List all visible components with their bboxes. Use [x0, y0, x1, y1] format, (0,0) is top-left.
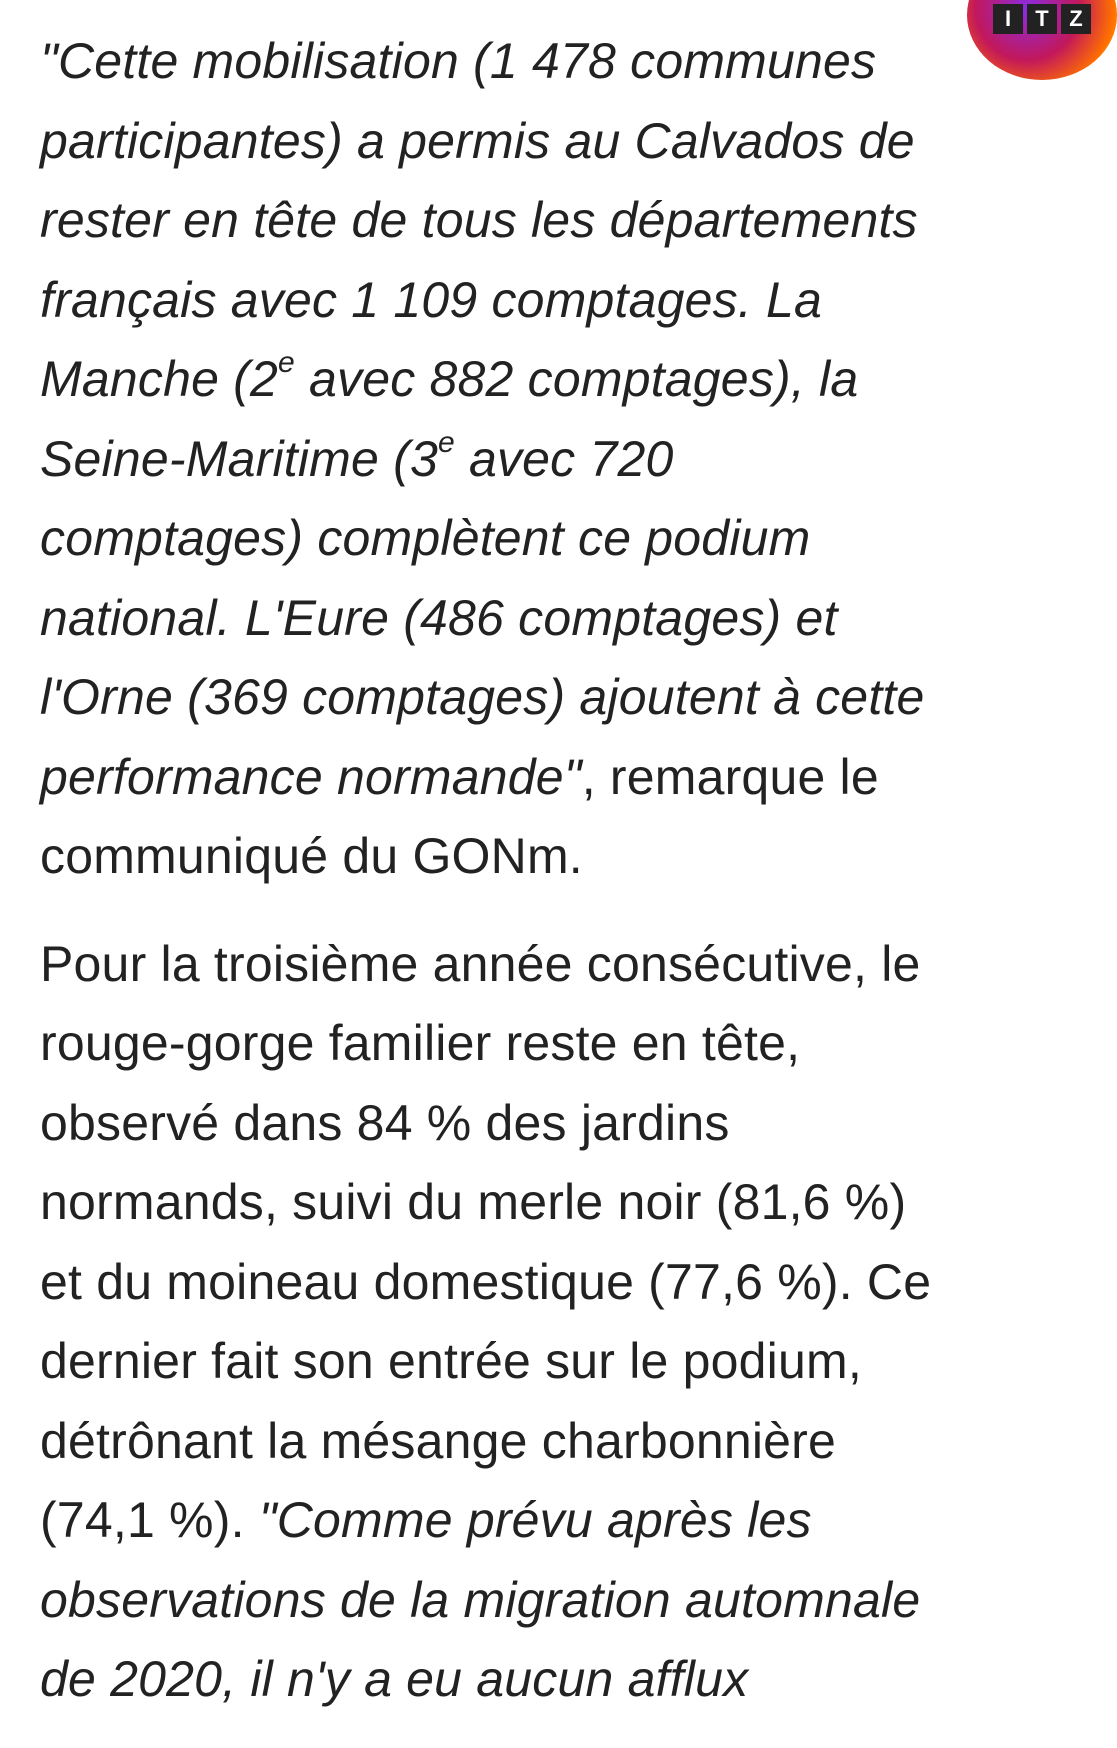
text-line: Pour la troisième année consécutive, le: [40, 935, 921, 992]
text-line: l'Orne (369 comptages) ajoutent à cette: [40, 669, 925, 725]
logo-letter: T: [1027, 4, 1057, 34]
text-line: observé dans 84 % des jardins: [40, 1094, 730, 1151]
text-line: et du moineau domestique (77,6 %). Ce: [40, 1253, 932, 1310]
text-line: [40, 420, 1050, 500]
text-line: français avec 1 109 comptages. La: [40, 271, 823, 328]
text-segment: performance normande": [40, 748, 582, 805]
logo-letter: Z: [1061, 4, 1091, 34]
text-segment: "Comme prévu après les: [258, 1492, 812, 1548]
text-line: participantes) a permis au Calvados de: [40, 112, 915, 169]
text-line: rester en tête de tous les départements: [40, 192, 918, 248]
text-line: [40, 738, 1050, 818]
text-line: "Cette mobilisation (1 478 communes: [40, 33, 877, 89]
text-line: détrônant la mésange charbonnière: [40, 1412, 837, 1469]
text-line: rouge-gorge familier reste en tête,: [40, 1015, 801, 1071]
body-paragraph: [40, 925, 1050, 1720]
text-line: [40, 340, 1050, 420]
text-segment: , remarque le: [581, 748, 879, 805]
text-line: dernier fait son entrée sur le podium,: [40, 1333, 862, 1389]
logo-letter: I: [993, 4, 1023, 34]
text-segment: Manche (2: [40, 351, 279, 407]
text-segment: Seine-Maritime (3: [40, 430, 438, 487]
text-segment: avec 720: [454, 430, 674, 487]
text-line: normands, suivi du merle noir (81,6 %): [40, 1174, 907, 1230]
text-line: [40, 1481, 1050, 1561]
text-line: communiqué du GONm.: [40, 828, 583, 884]
text-line: observations de la migration automnale: [40, 1571, 921, 1628]
article-body: [40, 22, 1050, 1748]
ordinal-suffix: e: [437, 425, 455, 459]
text-line: national. L'Eure (486 comptages) et: [40, 589, 838, 646]
text-line: de 2020, il n'y a eu aucun afflux: [40, 1651, 749, 1707]
text-segment: (74,1 %).: [40, 1492, 259, 1548]
ordinal-suffix: e: [278, 346, 295, 380]
quote-paragraph: [40, 22, 1050, 897]
text-segment: avec 882 comptages), la: [294, 351, 859, 407]
text-line: comptages) complètent ce podium: [40, 510, 811, 566]
